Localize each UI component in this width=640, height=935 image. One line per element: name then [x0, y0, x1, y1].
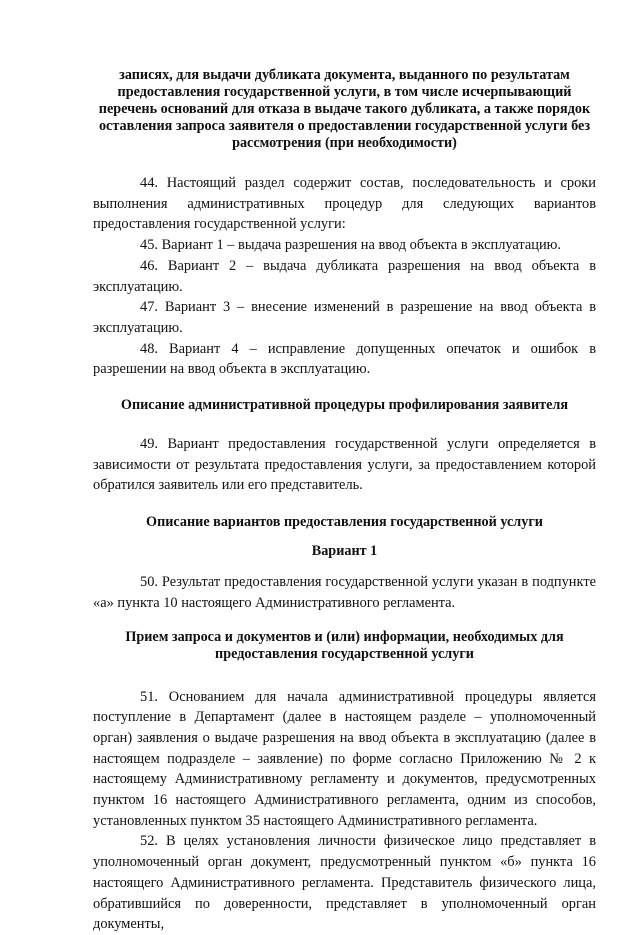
paragraph-52: 52. В целях установления личности физическое лицо представляет в уполномоченный орган документ, предусмотренный пунктом «б» пункта 16 настоящего Административного регламента. Представитель физического лица, обратившийся по доверенности, представляет в уполномоченный орган документы,	[93, 833, 596, 933]
paragraph-44: 44. Настоящий раздел содержит состав, последовательность и сроки выполнения административных процедур для следующих вариантов предоставления государственной услуги:	[93, 175, 596, 233]
paragraph-45: 45. Вариант 1 – выдача разрешения на ввод объекта в эксплуатацию.	[140, 237, 561, 254]
paragraph-48: 48. Вариант 4 – исправление допущенных опечаток и ошибок в разрешении на ввод объекта в эксплуатацию.	[93, 340, 596, 378]
paragraph-50: 50. Результат предоставления государственной услуги указан в подпункте «а» пункта 10 настоящего Административного регламента.	[93, 574, 596, 611]
paragraph-46: 46. Вариант 2 – выдача дубликата разрешения на ввод объекта в эксплуатацию.	[93, 257, 596, 295]
paragraph-47: 47. Вариант 3 – внесение изменений в разрешение на ввод объекта в эксплуатацию.	[93, 299, 596, 336]
section-heading-request-reception: Прием запроса и документов и (или) информации, необходимых для предоставления государственной услуги	[125, 628, 564, 662]
paragraph-51: 51. Основанием для начала административной процедуры является поступление в Департамент (далее в настоящем разделе – уполномоченный орган) заявления о выдаче разрешения на ввод объекта в эксплуатацию (далее в настоящем подразделе – заявление) по форме согласно Приложению № 2 к настоящему Административному регламенту и документов, предусмотренных пунктом 16 настоящего Административного регламента, одним из способов, установленных пунктом 35 настоящего Административного регламента.	[93, 688, 596, 829]
section-heading-duplicate-issuance: записях, для выдачи дубликата документа, выданного по результатам предоставления государственной услуги, в том числе исчерпывающий перечень оснований для отказа в выдаче такого дубликата, а также порядок оставления запроса заявителя о предоставлении государственной услуги без рассмотрения (при необходимости)	[98, 67, 591, 151]
section-heading-variants: Описание вариантов предоставления государственной услуги	[146, 514, 543, 531]
paragraph-49: 49. Вариант предоставления государственной услуги определяется в зависимости от результата предоставления услуги, за предоставлением которой обратился заявитель или его представитель.	[93, 436, 596, 494]
section-heading-profiling: Описание административной процедуры профилирования заявителя	[120, 397, 569, 414]
variant-1-heading: Вариант 1	[311, 543, 378, 560]
